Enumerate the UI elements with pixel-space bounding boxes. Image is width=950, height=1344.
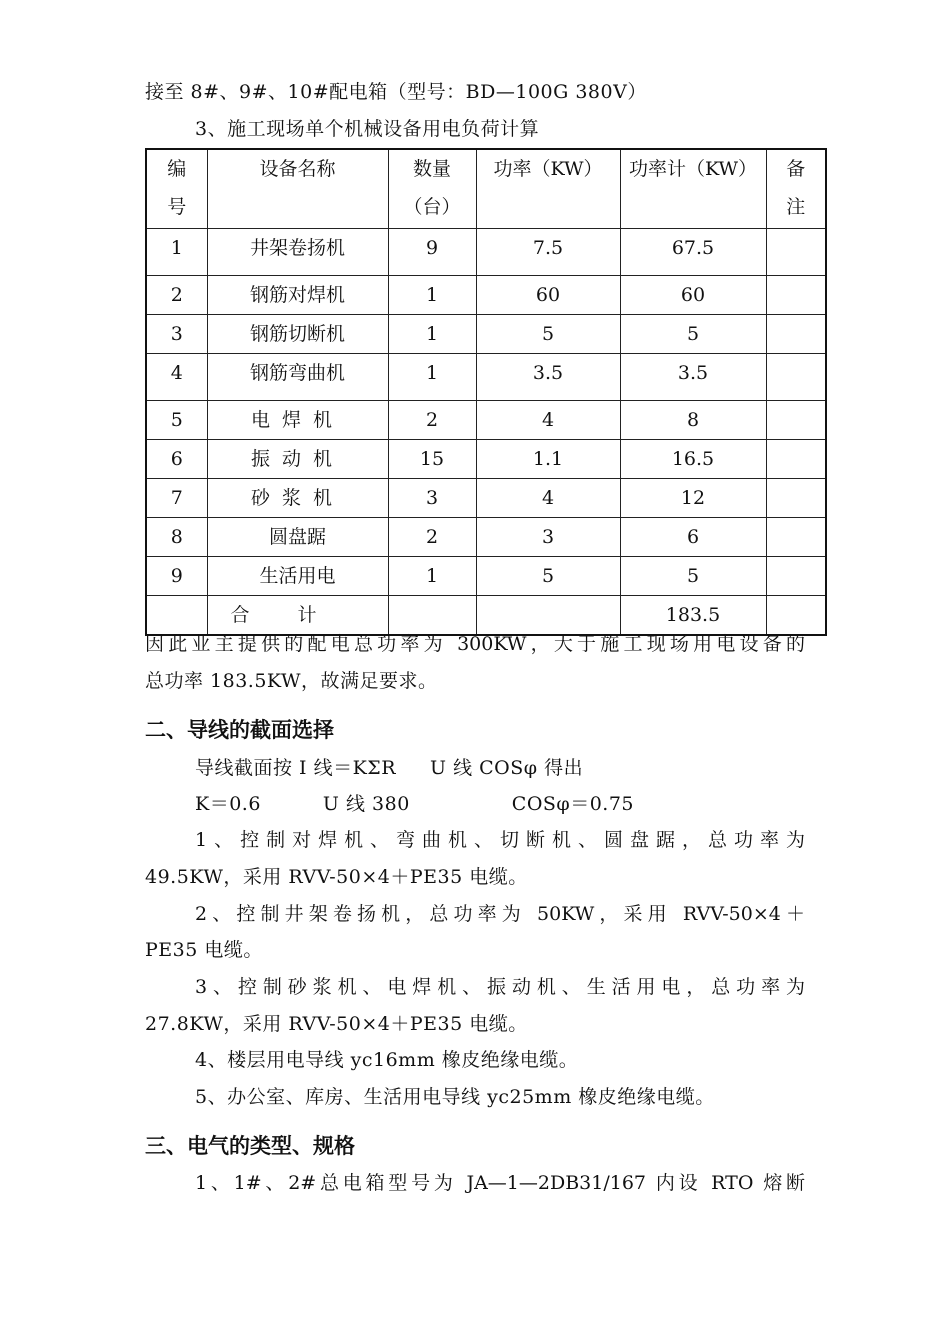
cell-power: 5 <box>476 557 620 596</box>
cell-name: 砂浆机 <box>207 479 388 518</box>
cell-qty: 9 <box>388 229 476 276</box>
formula-part-a: 导线截面按 I 线＝KΣR <box>195 757 397 779</box>
cell-name: 电焊机 <box>207 401 388 440</box>
cell-total: 60 <box>620 276 766 315</box>
cell-no: 2 <box>146 276 207 315</box>
section-2-title: 二、导线的截面选择 <box>145 718 334 742</box>
cell-no: 4 <box>146 354 207 401</box>
cell-remark <box>766 401 826 440</box>
item-3-line-1: 3、控制砂浆机、电焊机、振动机、生活用电，总功率为 <box>195 976 805 998</box>
item-3-line-2: 27.8KW，采用 RVV-50×4＋PE35 电缆。 <box>145 1013 528 1035</box>
cell-remark <box>766 440 826 479</box>
item-1-line-1: 1、控制对焊机、弯曲机、切断机、圆盘踞，总功率为 <box>195 829 805 851</box>
cell-qty: 1 <box>388 315 476 354</box>
cell-remark <box>766 276 826 315</box>
cell-total: 3.5 <box>620 354 766 401</box>
conclusion-line-1: 因此业主提供的配电总功率为 300KW，大于施工现场用电设备的 <box>145 633 805 655</box>
cell-power: 5 <box>476 315 620 354</box>
cell-name: 生活用电 <box>207 557 388 596</box>
load-table <box>145 148 827 636</box>
cell-remark <box>766 518 826 557</box>
param-cos: COSφ＝0.75 <box>511 793 635 815</box>
table-row <box>146 315 826 354</box>
cell-remark <box>766 229 826 276</box>
cell-name: 圆盘踞 <box>207 518 388 557</box>
cell-remark <box>766 479 826 518</box>
header-no: 编 号 <box>146 149 207 229</box>
header-remark: 备 注 <box>766 149 826 229</box>
cell-qty: 1 <box>388 354 476 401</box>
table-row <box>146 229 826 276</box>
cell-power <box>476 596 620 636</box>
cell-no: 3 <box>146 315 207 354</box>
cell-qty: 2 <box>388 401 476 440</box>
cell-total: 6 <box>620 518 766 557</box>
cell-no: 5 <box>146 401 207 440</box>
item-1-line-2: 49.5KW，采用 RVV-50×4＋PE35 电缆。 <box>145 866 528 888</box>
cell-no <box>146 596 207 636</box>
section-3-item-1: 1、1#、2#总电箱型号为 JA—1—2DB31/167 内设 RTO 熔断 <box>195 1172 805 1194</box>
cell-remark <box>766 557 826 596</box>
cell-power: 7.5 <box>476 229 620 276</box>
table-row <box>146 557 826 596</box>
item-5: 5、办公室、库房、生活用电导线 yc25mm 橡皮绝缘电缆。 <box>195 1086 715 1108</box>
table-row <box>146 354 826 401</box>
cell-no: 8 <box>146 518 207 557</box>
section-3-title: 三、电气的类型、规格 <box>145 1134 355 1158</box>
cell-power: 3.5 <box>476 354 620 401</box>
cell-qty: 3 <box>388 479 476 518</box>
cell-name: 振动机 <box>207 440 388 479</box>
cell-power: 1.1 <box>476 440 620 479</box>
table-row <box>146 401 826 440</box>
cell-qty: 1 <box>388 557 476 596</box>
table-header-row <box>146 149 826 229</box>
table-row <box>146 440 826 479</box>
table-row <box>146 479 826 518</box>
intro-line-1: 接至 8#、9#、10#配电箱（型号：BD—100G 380V） <box>145 81 647 103</box>
table-row <box>146 276 826 315</box>
header-power: 功率（KW） <box>476 149 620 229</box>
cell-no: 6 <box>146 440 207 479</box>
param-k: K＝0.6 <box>195 793 261 815</box>
cell-total: 5 <box>620 315 766 354</box>
sum-label: 合计 <box>207 596 388 636</box>
cell-no: 7 <box>146 479 207 518</box>
cell-qty: 15 <box>388 440 476 479</box>
cell-total: 67.5 <box>620 229 766 276</box>
header-name: 设备名称 <box>207 149 388 229</box>
cell-qty: 1 <box>388 276 476 315</box>
header-qty: 数量 （台） <box>388 149 476 229</box>
cell-name: 钢筋弯曲机 <box>207 354 388 401</box>
table-sum-row <box>146 596 826 636</box>
cell-remark <box>766 315 826 354</box>
params-line <box>195 792 634 816</box>
formula-line <box>195 756 583 780</box>
cell-total: 12 <box>620 479 766 518</box>
cell-name: 井架卷扬机 <box>207 229 388 276</box>
cell-power: 4 <box>476 479 620 518</box>
cell-power: 60 <box>476 276 620 315</box>
cell-remark <box>766 596 826 636</box>
cell-qty: 2 <box>388 518 476 557</box>
table-caption: 3、施工现场单个机械设备用电负荷计算 <box>195 118 540 140</box>
sum-total: 183.5 <box>620 596 766 636</box>
cell-power: 4 <box>476 401 620 440</box>
table-row <box>146 518 826 557</box>
item-2-line-2: PE35 电缆。 <box>145 939 263 961</box>
param-u: U 线 380 <box>322 793 410 815</box>
cell-total: 16.5 <box>620 440 766 479</box>
item-2-line-1: 2、控制井架卷扬机，总功率为 50KW，采用 RVV-50×4＋ <box>195 903 805 925</box>
item-4: 4、楼层用电导线 yc16mm 橡皮绝缘电缆。 <box>195 1049 579 1071</box>
cell-power: 3 <box>476 518 620 557</box>
cell-no: 9 <box>146 557 207 596</box>
header-total: 功率计（KW） <box>620 149 766 229</box>
cell-name: 钢筋切断机 <box>207 315 388 354</box>
cell-total: 5 <box>620 557 766 596</box>
formula-part-b: U 线 COSφ 得出 <box>430 757 584 779</box>
conclusion-line-2: 总功率 183.5KW，故满足要求。 <box>145 670 438 692</box>
cell-remark <box>766 354 826 401</box>
cell-qty <box>388 596 476 636</box>
cell-no: 1 <box>146 229 207 276</box>
cell-name: 钢筋对焊机 <box>207 276 388 315</box>
cell-total: 8 <box>620 401 766 440</box>
